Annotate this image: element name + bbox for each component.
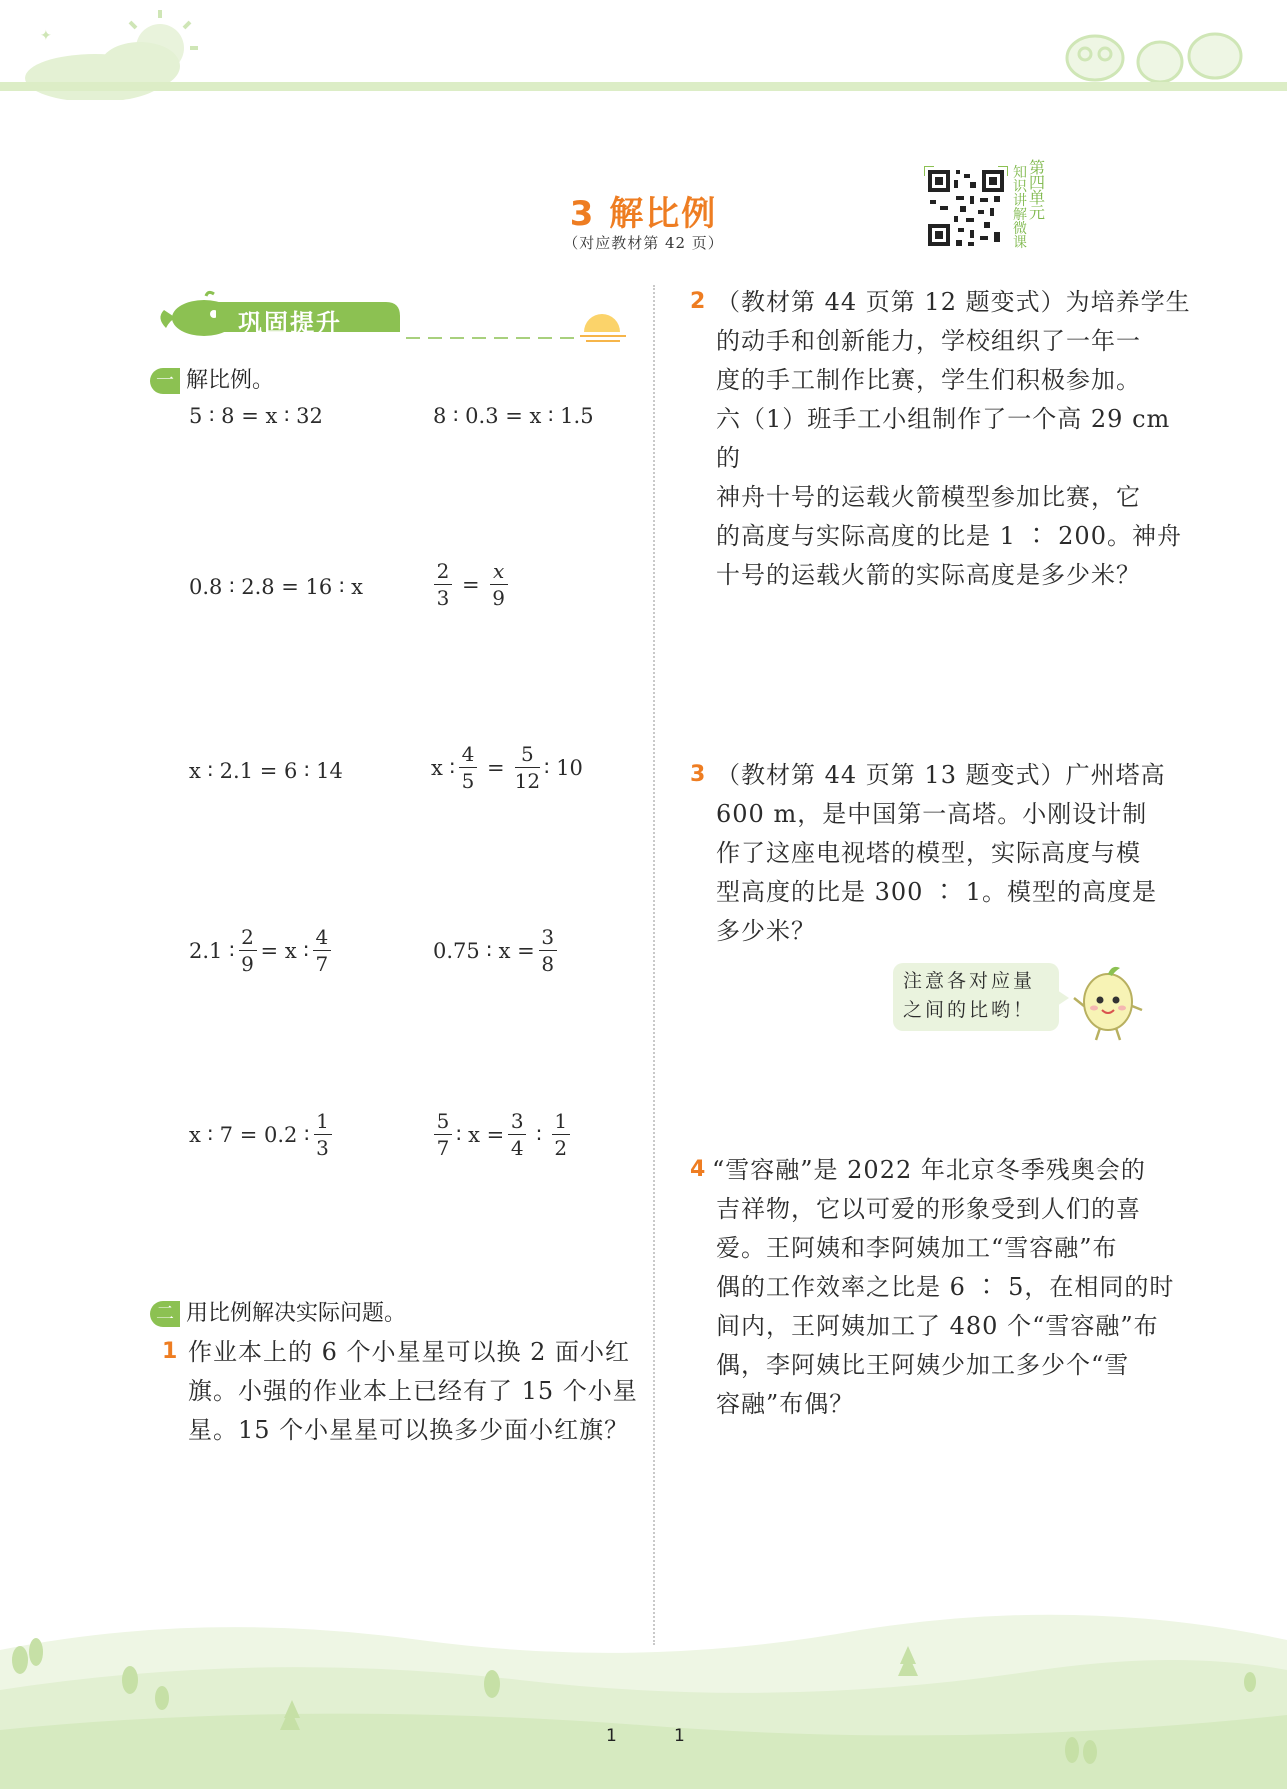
qr-code-icon[interactable] (924, 166, 1008, 250)
fraction (314, 1110, 332, 1159)
problem-4-line: “雪容融”是 2022 年北京冬季残奥会的 (712, 1156, 1146, 1184)
problem-4-line: 爱。王阿姨和李阿姨加工“雪容融”布 (716, 1234, 1118, 1262)
denominator: 4 (510, 1136, 524, 1160)
problem-3-line: 作了这座电视塔的模型，实际高度与模 (716, 839, 1141, 867)
sunset-icon (576, 314, 632, 346)
numerator: 4 (315, 925, 329, 949)
problem-3-line: 型高度的比是 300 ∶ 1。模型的高度是 (716, 878, 1157, 906)
numerator: 5 (436, 1109, 450, 1133)
section-banner-label: 巩固提升 (238, 309, 342, 337)
page-subtitle: （对应教材第 42 页） (563, 234, 724, 252)
fraction (434, 1110, 452, 1159)
equation-8 (433, 926, 561, 975)
qr-label-char: 单 (1029, 188, 1046, 207)
svg-text:✦: ✦ (40, 28, 52, 44)
equation-text: 8 ∶ 0.3 = x ∶ 1.5 (433, 404, 594, 428)
fraction (552, 1110, 570, 1159)
problem-4-line: 吉祥物，它以可爱的形象受到人们的喜 (716, 1195, 1141, 1223)
qr-label-col-course (1013, 166, 1027, 250)
qr-label-char: 第 (1029, 158, 1046, 177)
denominator: 2 (554, 1136, 568, 1160)
part1-tag: 一 (150, 368, 180, 394)
equation-9 (189, 1110, 336, 1159)
numerator: 5 (520, 742, 534, 766)
fraction (515, 743, 540, 792)
equation-4: $\frac{2}{3}$ = $\frac{x}{9}$ (430, 560, 512, 609)
qr-label-char: 课 (1013, 235, 1027, 251)
equation-text: x ∶ 7 = 0.2 ∶ (189, 1122, 310, 1147)
numerator: 1 (316, 1109, 329, 1133)
equation-1 (189, 404, 323, 428)
mascot-illustration (1072, 962, 1146, 1044)
header-line (0, 82, 1287, 91)
denominator: 5 (461, 769, 475, 793)
equation-10: $\frac{5}{7}$ ∶ x = $\frac{3}{4}$ ∶ $\frac{1}{2}$ (430, 1110, 574, 1159)
part2-label: 用比例解决实际问题。 (186, 1301, 407, 1326)
problem-1-number: 1 (162, 1339, 178, 1364)
numerator: 2 (436, 559, 450, 583)
problem-2-line: 的动手和创新能力，学校组织了一年一 (716, 327, 1141, 355)
denominator: 9 (241, 952, 254, 976)
numerator: x (492, 559, 505, 583)
qr-label-char: 微 (1013, 221, 1027, 237)
denominator: 3 (436, 586, 450, 610)
denominator: 3 (316, 1136, 329, 1160)
equation-text: ∶ 10 (544, 755, 583, 780)
tip-bubble (893, 963, 1059, 1031)
numerator: 3 (541, 925, 555, 949)
qr-label-char: 元 (1029, 203, 1046, 222)
part2-tag: 二 (150, 1301, 180, 1327)
fraction (539, 926, 557, 975)
qr-label-char: 知 (1013, 165, 1027, 181)
equation-text: x ∶ 2.1 = 6 ∶ 14 (189, 759, 343, 783)
denominator: 12 (514, 769, 541, 793)
fraction (490, 560, 508, 609)
problem-4-number: 4 (690, 1157, 706, 1182)
equation-text: x ∶ (431, 755, 455, 780)
footer-hills-decoration (0, 1600, 1287, 1789)
equation-3 (189, 575, 363, 599)
qr-label-char: 四 (1029, 173, 1046, 192)
problem-3-number: 3 (690, 762, 706, 787)
equation-2 (433, 404, 594, 428)
part2-heading (150, 1296, 406, 1327)
equation-text: 2.1 ∶ (189, 938, 235, 963)
numerator: 3 (510, 1109, 524, 1133)
equation-text: ∶ x = (456, 1122, 505, 1147)
denominator: 7 (315, 952, 329, 976)
tip-line: 之间的比哟！ (903, 999, 1036, 1021)
problem-1-line: 星。15 个小星星可以换多少面小红旗？ (188, 1416, 630, 1444)
fraction (508, 1110, 526, 1159)
problem-1-line: 旗。小强的作业本上已经有了 15 个小星 (188, 1377, 638, 1405)
equation-7 (189, 926, 335, 975)
problem-2-line: （教材第 44 页第 12 题变式）为培养学生 (716, 288, 1191, 316)
problem-2-line: 度的手工制作比赛，学生们积极参加。 (716, 366, 1141, 394)
fraction (434, 560, 452, 609)
denominator: 7 (436, 1136, 450, 1160)
page-title: 3 解比例 (569, 194, 718, 234)
equation-text: 0.75 ∶ x = (433, 938, 535, 963)
numerator: 4 (461, 742, 475, 766)
problem-2-line: 六（1）班手工小组制作了一个高 29 cm 的 (716, 405, 1171, 472)
qr-label-col-unit (1029, 160, 1045, 220)
numerator: 1 (554, 1109, 568, 1133)
animal-faces-illustration (1067, 34, 1241, 82)
problem-4-line: 容融”布偶？ (716, 1390, 855, 1418)
problem-2-line: 的高度与实际高度的比是 1 ∶ 200。神舟 (716, 522, 1182, 550)
problem-4-line: 偶，李阿姨比王阿姨少加工多少个“雪 (716, 1351, 1130, 1379)
problem-4-line: 间内，王阿姨加工了 480 个“雪容融”布 (716, 1312, 1159, 1340)
equation-text: = x ∶ (260, 938, 309, 963)
equation-text: 0.8 ∶ 2.8 = 16 ∶ x (189, 575, 363, 599)
tip-line: 注意各对应量 (903, 970, 1036, 992)
problem-2-number: 2 (690, 289, 706, 314)
part1-heading (150, 363, 274, 394)
problem-3-line: 600 m，是中国第一高塔。小刚设计制 (716, 800, 1148, 828)
denominator: 8 (541, 952, 555, 976)
fraction (313, 926, 331, 975)
equation-6: x ∶ $\frac{4}{5}$ = $\frac{5}{12}$ ∶ 10 (431, 742, 583, 793)
problem-4-line: 偶的工作效率之比是 6 ∶ 5，在相同的时 (716, 1273, 1175, 1301)
qr-label-char: 识 (1013, 179, 1027, 195)
problem-3-line: （教材第 44 页第 13 题变式）广州塔高 (716, 761, 1166, 789)
qr-label-char: 讲 (1013, 193, 1027, 209)
fraction (239, 926, 257, 975)
equation-text: 5 ∶ 8 = x ∶ 32 (189, 404, 323, 428)
equation-5 (189, 759, 343, 783)
qr-label-char: 解 (1013, 207, 1027, 223)
page-number-left: 1 (606, 1726, 617, 1746)
tip-bubble-tail (1057, 990, 1069, 1006)
page-number-right: 1 (674, 1726, 685, 1746)
problem-2-line: 十号的运载火箭的实际高度是多少米？ (716, 561, 1141, 589)
part1-label: 解比例。 (186, 368, 275, 393)
problem-3-line: 多少米？ (716, 917, 816, 945)
denominator: 9 (492, 586, 505, 610)
problem-2-line: 神舟十号的运载火箭模型参加比赛，它 (716, 483, 1141, 511)
numerator: 2 (241, 925, 254, 949)
fraction (459, 743, 477, 792)
section-banner (156, 288, 636, 346)
problem-1-line: 作业本上的 6 个小星星可以换 2 面小红 (188, 1338, 631, 1366)
